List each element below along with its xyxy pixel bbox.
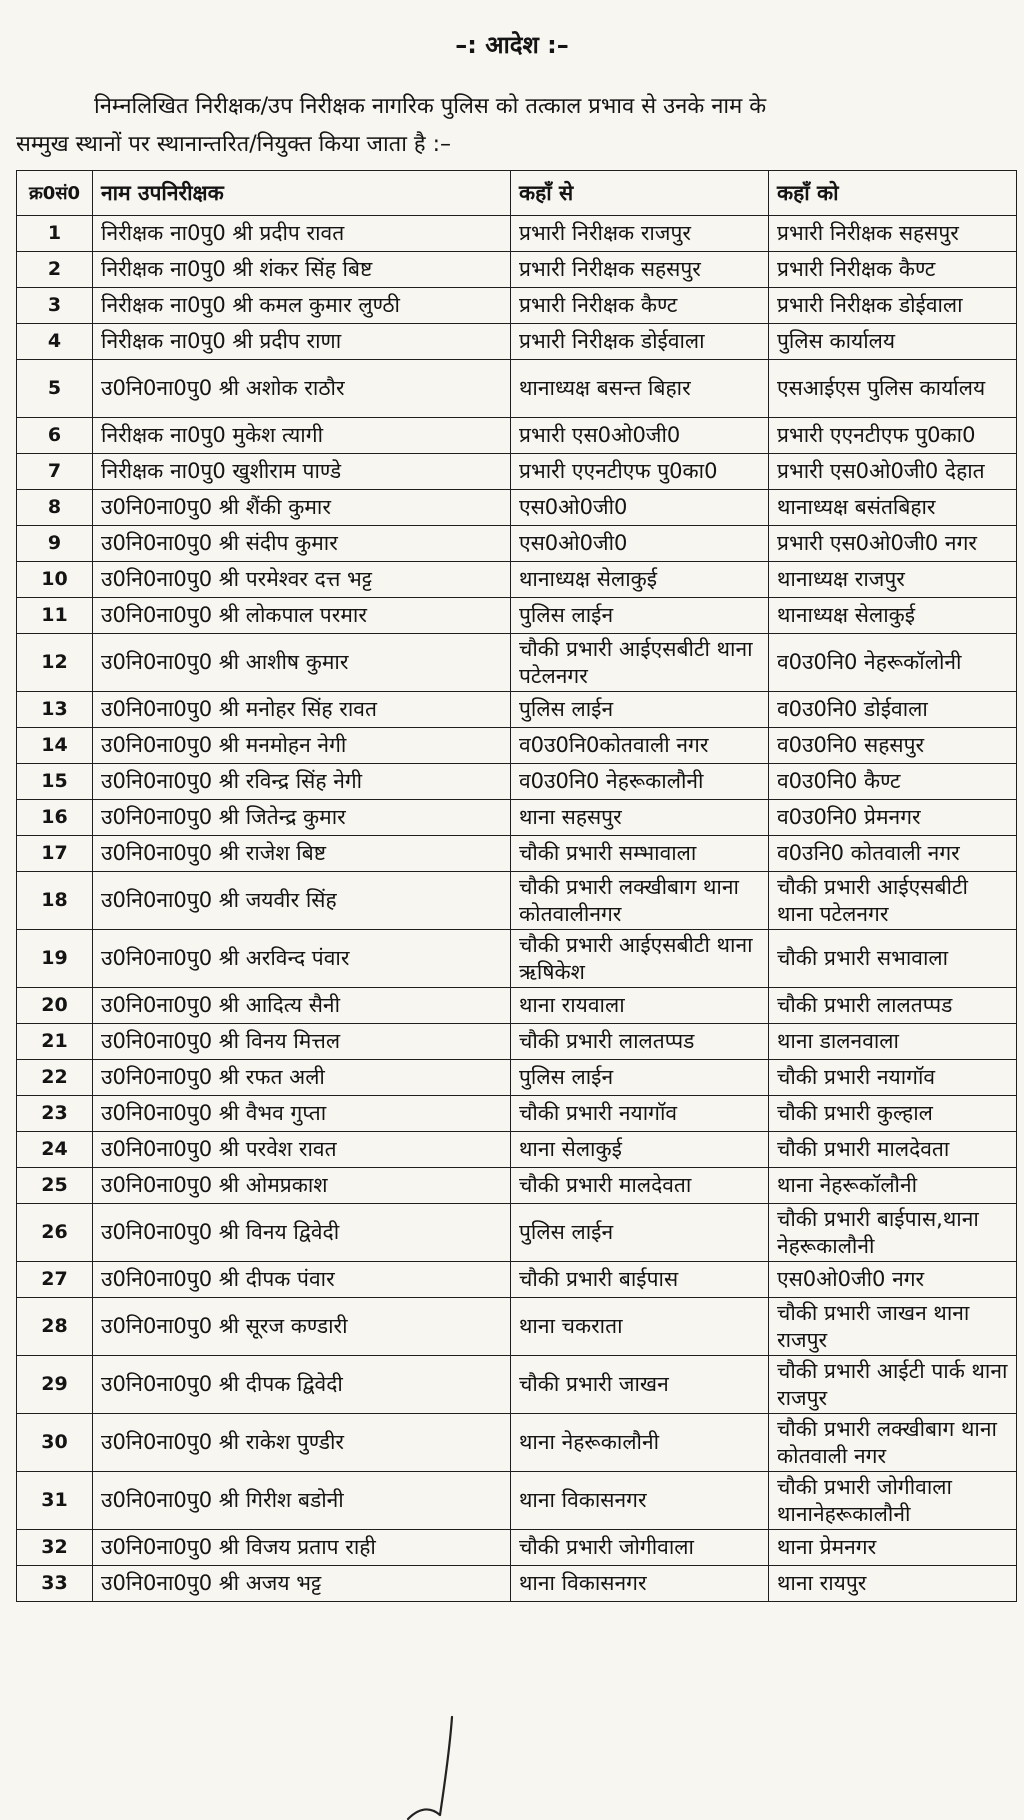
cell-from: चौकी प्रभारी आईएसबीटी थाना ऋषिकेश	[511, 930, 769, 988]
table-row	[17, 800, 1017, 836]
cell-to: प्रभारी एस0ओ0जी0 नगर	[769, 526, 1017, 562]
cell-name: उ0नि0ना0पु0 श्री शैंकी कुमार	[93, 490, 511, 526]
cell-to: प्रभारी निरीक्षक डोईवाला	[769, 288, 1017, 324]
cell-serial: 15	[17, 764, 93, 800]
cell-serial: 27	[17, 1262, 93, 1298]
cell-to: चौकी प्रभारी जाखन थाना राजपुर	[769, 1298, 1017, 1356]
cell-serial: 3	[17, 288, 93, 324]
intro-paragraph	[16, 88, 976, 164]
cell-serial: 31	[17, 1472, 93, 1530]
table-row	[17, 1096, 1017, 1132]
cell-from: चौकी प्रभारी बाईपास	[511, 1262, 769, 1298]
cell-to: थाना रायपुर	[769, 1566, 1017, 1602]
cell-name: उ0नि0ना0पु0 श्री आशीष कुमार	[93, 634, 511, 692]
cell-from: पुलिस लाईन	[511, 692, 769, 728]
cell-name: उ0नि0ना0पु0 श्री लोकपाल परमार	[93, 598, 511, 634]
table-row	[17, 1298, 1017, 1356]
cell-serial: 6	[17, 418, 93, 454]
cell-from: प्रभारी निरीक्षक डोईवाला	[511, 324, 769, 360]
cell-from: चौकी प्रभारी मालदेवता	[511, 1168, 769, 1204]
cell-to: थानाध्यक्ष सेलाकुई	[769, 598, 1017, 634]
cell-name: निरीक्षक ना0पु0 श्री कमल कुमार लुण्ठी	[93, 288, 511, 324]
table-row	[17, 692, 1017, 728]
header-serial: क्र0सं0	[17, 171, 93, 216]
cell-from: थाना विकासनगर	[511, 1566, 769, 1602]
cell-name: उ0नि0ना0पु0 श्री अजय भट्ट	[93, 1566, 511, 1602]
cell-name: उ0नि0ना0पु0 श्री आदित्य सैनी	[93, 988, 511, 1024]
cell-serial: 11	[17, 598, 93, 634]
cell-to: चौकी प्रभारी नयागॉव	[769, 1060, 1017, 1096]
table-row	[17, 728, 1017, 764]
cell-serial: 2	[17, 252, 93, 288]
cell-from: चौकी प्रभारी लक्खीबाग थाना कोतवालीनगर	[511, 872, 769, 930]
cell-to: थानाध्यक्ष बसंतबिहार	[769, 490, 1017, 526]
cell-name: उ0नि0ना0पु0 श्री विजय प्रताप राही	[93, 1530, 511, 1566]
cell-to: प्रभारी निरीक्षक कैण्ट	[769, 252, 1017, 288]
cell-name: उ0नि0ना0पु0 श्री वैभव गुप्ता	[93, 1096, 511, 1132]
signature-mark	[400, 1715, 490, 1820]
table-row	[17, 1060, 1017, 1096]
cell-serial: 7	[17, 454, 93, 490]
cell-name: उ0नि0ना0पु0 श्री सूरज कण्डारी	[93, 1298, 511, 1356]
cell-serial: 18	[17, 872, 93, 930]
cell-from: पुलिस लाईन	[511, 1204, 769, 1262]
cell-serial: 17	[17, 836, 93, 872]
cell-name: उ0नि0ना0पु0 श्री दीपक द्विवेदी	[93, 1356, 511, 1414]
table-row	[17, 1414, 1017, 1472]
cell-from: थानाध्यक्ष बसन्त बिहार	[511, 360, 769, 418]
cell-serial: 13	[17, 692, 93, 728]
cell-name: निरीक्षक ना0पु0 श्री प्रदीप राणा	[93, 324, 511, 360]
cell-to: प्रभारी निरीक्षक सहसपुर	[769, 216, 1017, 252]
table-row	[17, 988, 1017, 1024]
table-row	[17, 634, 1017, 692]
cell-from: व0उ0नि0 नेहरूकालौनी	[511, 764, 769, 800]
cell-to: चौकी प्रभारी लालतप्पड	[769, 988, 1017, 1024]
cell-serial: 30	[17, 1414, 93, 1472]
cell-to: प्रभारी एएनटीएफ पु0का0	[769, 418, 1017, 454]
table-row	[17, 836, 1017, 872]
table-row	[17, 454, 1017, 490]
cell-serial: 4	[17, 324, 93, 360]
cell-serial: 16	[17, 800, 93, 836]
cell-from: थाना विकासनगर	[511, 1472, 769, 1530]
cell-serial: 1	[17, 216, 93, 252]
cell-to: थाना डालनवाला	[769, 1024, 1017, 1060]
cell-serial: 12	[17, 634, 93, 692]
cell-to: चौकी प्रभारी आईटी पार्क थाना राजपुर	[769, 1356, 1017, 1414]
intro-line-1: निम्नलिखित निरीक्षक/उप निरीक्षक नागरिक पुलिस को तत्काल प्रभाव से उनके नाम के	[94, 94, 767, 119]
cell-to: एस0ओ0जी0 नगर	[769, 1262, 1017, 1298]
cell-serial: 29	[17, 1356, 93, 1414]
cell-serial: 9	[17, 526, 93, 562]
cell-name: उ0नि0ना0पु0 श्री गिरीश बडोनी	[93, 1472, 511, 1530]
cell-serial: 8	[17, 490, 93, 526]
cell-serial: 25	[17, 1168, 93, 1204]
cell-from: पुलिस लाईन	[511, 1060, 769, 1096]
cell-from: थाना नेहरूकालौनी	[511, 1414, 769, 1472]
cell-serial: 22	[17, 1060, 93, 1096]
cell-to: चौकी प्रभारी बाईपास,थाना नेहरूकालौनी	[769, 1204, 1017, 1262]
cell-to: चौकी प्रभारी जोगीवाला थानानेहरूकालौनी	[769, 1472, 1017, 1530]
cell-name: निरीक्षक ना0पु0 खुशीराम पाण्डे	[93, 454, 511, 490]
cell-name: निरीक्षक ना0पु0 श्री शंकर सिंह बिष्ट	[93, 252, 511, 288]
cell-serial: 24	[17, 1132, 93, 1168]
cell-name: उ0नि0ना0पु0 श्री रफत अली	[93, 1060, 511, 1096]
cell-to: थानाध्यक्ष राजपुर	[769, 562, 1017, 598]
table-row	[17, 526, 1017, 562]
cell-serial: 10	[17, 562, 93, 598]
cell-from: व0उ0नि0कोतवाली नगर	[511, 728, 769, 764]
cell-name: उ0नि0ना0पु0 श्री राजेश बिष्ट	[93, 836, 511, 872]
cell-name: उ0नि0ना0पु0 श्री अशोक राठौर	[93, 360, 511, 418]
cell-from: थाना रायवाला	[511, 988, 769, 1024]
header-to: कहाँ को	[769, 171, 1017, 216]
cell-name: उ0नि0ना0पु0 श्री परमेश्वर दत्त भट्ट	[93, 562, 511, 598]
cell-name: उ0नि0ना0पु0 श्री मनोहर सिंह रावत	[93, 692, 511, 728]
table-row	[17, 216, 1017, 252]
cell-to: व0उ0नि0 प्रेमनगर	[769, 800, 1017, 836]
cell-name: उ0नि0ना0पु0 श्री अरविन्द पंवार	[93, 930, 511, 988]
cell-name: उ0नि0ना0पु0 श्री रविन्द्र सिंह नेगी	[93, 764, 511, 800]
cell-to: चौकी प्रभारी आईएसबीटी थाना पटेलनगर	[769, 872, 1017, 930]
header-from: कहाँ से	[511, 171, 769, 216]
table-row	[17, 1024, 1017, 1060]
cell-name: उ0नि0ना0पु0 श्री मनमोहन नेगी	[93, 728, 511, 764]
cell-serial: 28	[17, 1298, 93, 1356]
cell-from: चौकी प्रभारी लालतप्पड	[511, 1024, 769, 1060]
cell-serial: 14	[17, 728, 93, 764]
cell-from: थाना सेलाकुई	[511, 1132, 769, 1168]
cell-from: चौकी प्रभारी जाखन	[511, 1356, 769, 1414]
cell-name: उ0नि0ना0पु0 श्री दीपक पंवार	[93, 1262, 511, 1298]
table-row	[17, 1530, 1017, 1566]
cell-from: पुलिस लाईन	[511, 598, 769, 634]
cell-to: चौकी प्रभारी सभावाला	[769, 930, 1017, 988]
cell-to: थाना प्रेमनगर	[769, 1530, 1017, 1566]
cell-from: चौकी प्रभारी नयागॉव	[511, 1096, 769, 1132]
cell-to: चौकी प्रभारी मालदेवता	[769, 1132, 1017, 1168]
cell-serial: 19	[17, 930, 93, 988]
cell-from: थानाध्यक्ष सेलाकुई	[511, 562, 769, 598]
cell-from: थाना चकराता	[511, 1298, 769, 1356]
cell-name: उ0नि0ना0पु0 श्री जयवीर सिंह	[93, 872, 511, 930]
table-row	[17, 1132, 1017, 1168]
table-row	[17, 288, 1017, 324]
cell-name: निरीक्षक ना0पु0 मुकेश त्यागी	[93, 418, 511, 454]
cell-name: उ0नि0ना0पु0 श्री परवेश रावत	[93, 1132, 511, 1168]
cell-from: प्रभारी निरीक्षक कैण्ट	[511, 288, 769, 324]
cell-name: उ0नि0ना0पु0 श्री विनय द्विवेदी	[93, 1204, 511, 1262]
cell-serial: 32	[17, 1530, 93, 1566]
table-row	[17, 930, 1017, 988]
table-row	[17, 764, 1017, 800]
header-name: नाम उपनिरीक्षक	[93, 171, 511, 216]
cell-to: प्रभारी एस0ओ0जी0 देहात	[769, 454, 1017, 490]
cell-to: चौकी प्रभारी कुल्हाल	[769, 1096, 1017, 1132]
cell-from: चौकी प्रभारी जोगीवाला	[511, 1530, 769, 1566]
table-body	[17, 216, 1017, 1602]
cell-from: प्रभारी एस0ओ0जी0	[511, 418, 769, 454]
table-row	[17, 598, 1017, 634]
cell-name: उ0नि0ना0पु0 श्री ओमप्रकाश	[93, 1168, 511, 1204]
table-row	[17, 252, 1017, 288]
table-row	[17, 490, 1017, 526]
table-header-row	[17, 171, 1017, 216]
cell-serial: 26	[17, 1204, 93, 1262]
cell-to: व0उ0नि0 कैण्ट	[769, 764, 1017, 800]
cell-serial: 5	[17, 360, 93, 418]
cell-to: एसआईएस पुलिस कार्यालय	[769, 360, 1017, 418]
cell-serial: 33	[17, 1566, 93, 1602]
cell-to: पुलिस कार्यालय	[769, 324, 1017, 360]
cell-from: प्रभारी एएनटीएफ पु0का0	[511, 454, 769, 490]
cell-from: एस0ओ0जी0	[511, 526, 769, 562]
table-row	[17, 324, 1017, 360]
cell-name: निरीक्षक ना0पु0 श्री प्रदीप रावत	[93, 216, 511, 252]
intro-line-2: सम्मुख स्थानों पर स्थानान्तरित/नियुक्त किया जाता है :–	[16, 132, 451, 157]
cell-to: व0उ0नि0 नेहरूकॉलोनी	[769, 634, 1017, 692]
table-row	[17, 1472, 1017, 1530]
cell-to: व0उनि0 कोतवाली नगर	[769, 836, 1017, 872]
cell-from: एस0ओ0जी0	[511, 490, 769, 526]
cell-from: चौकी प्रभारी सम्भावाला	[511, 836, 769, 872]
table-row	[17, 1262, 1017, 1298]
cell-serial: 21	[17, 1024, 93, 1060]
table-row	[17, 1168, 1017, 1204]
cell-from: प्रभारी निरीक्षक सहसपुर	[511, 252, 769, 288]
cell-name: उ0नि0ना0पु0 श्री राकेश पुण्डीर	[93, 1414, 511, 1472]
table-row	[17, 1356, 1017, 1414]
transfer-table	[16, 170, 1017, 1602]
cell-serial: 20	[17, 988, 93, 1024]
order-title: –: आदेश :–	[455, 31, 569, 59]
table-row	[17, 360, 1017, 418]
cell-from: थाना सहसपुर	[511, 800, 769, 836]
cell-serial: 23	[17, 1096, 93, 1132]
cell-to: व0उ0नि0 सहसपुर	[769, 728, 1017, 764]
cell-to: थाना नेहरूकॉलौनी	[769, 1168, 1017, 1204]
table-row	[17, 562, 1017, 598]
cell-from: चौकी प्रभारी आईएसबीटी थाना पटेलनगर	[511, 634, 769, 692]
table-row	[17, 1566, 1017, 1602]
table-row	[17, 418, 1017, 454]
cell-name: उ0नि0ना0पु0 श्री जितेन्द्र कुमार	[93, 800, 511, 836]
table-row	[17, 872, 1017, 930]
cell-to: व0उ0नि0 डोईवाला	[769, 692, 1017, 728]
cell-name: उ0नि0ना0पु0 श्री विनय मित्तल	[93, 1024, 511, 1060]
table-row	[17, 1204, 1017, 1262]
cell-from: प्रभारी निरीक्षक राजपुर	[511, 216, 769, 252]
cell-name: उ0नि0ना0पु0 श्री संदीप कुमार	[93, 526, 511, 562]
cell-to: चौकी प्रभारी लक्खीबाग थाना कोतवाली नगर	[769, 1414, 1017, 1472]
